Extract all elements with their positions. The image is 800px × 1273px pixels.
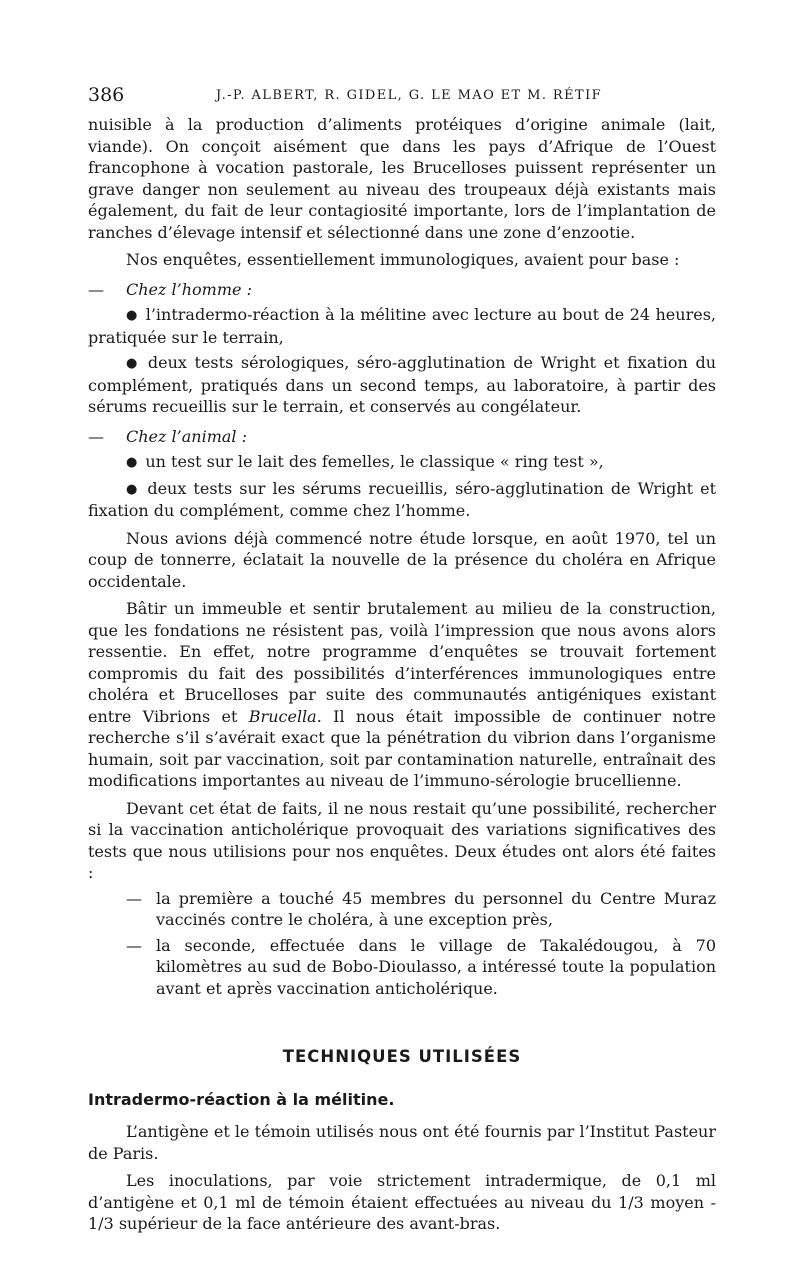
bullet-icon: ● xyxy=(126,356,140,371)
list-item-text: la seconde, effectuée dans le village de Takalédougou, à 70 kilomètres au sud de Bobo-Dioulasso, a intéressé toute la population avant et après vaccination anticholérique. xyxy=(156,935,716,998)
bullet-icon: ● xyxy=(126,308,138,323)
list-item-text: la première a touché 45 membres du personnel du Centre Muraz vaccinés contre le choléra, à une exception près, xyxy=(156,888,716,929)
paragraph-bases: Nos enquêtes, essentiellement immunologiques, avaient pour base : xyxy=(126,250,680,269)
running-head-authors: J.-P. ALBERT, R. GIDEL, G. LE MAO ET M. RÉTIF xyxy=(216,88,603,103)
list-item-text: un test sur le lait des femelles, le classique « ring test », xyxy=(145,452,604,471)
subsection-title: Intradermo-réaction à la mélitine. xyxy=(88,1090,395,1109)
paragraph-studies-intro: Devant cet état de faits, il ne nous restait qu’une possibilité, rechercher si la vaccination anticholérique provoquait des variations significatives des tests que nous utilisions pour nos enquêtes. Deux études ont alors été faites : xyxy=(88,798,716,882)
dash-marker: — xyxy=(126,888,142,908)
subheading-animal-label: Chez l’animal : xyxy=(126,426,247,446)
list-item xyxy=(88,888,716,931)
list-item xyxy=(88,304,716,348)
dash-marker: — xyxy=(88,279,104,299)
list-item xyxy=(88,478,716,522)
genus-brucella: Brucella. xyxy=(248,706,322,726)
paragraph-antigen: L’antigène et le témoin utilisés nous ont été fournis par l’Institut Pasteur de Paris. xyxy=(88,1122,716,1163)
paragraph-interference-start: Bâtir un immeuble et sentir brutalement au milieu de la construction, que les fondations ne résistent pas, voilà l’impression que nous avons alors ressentie. En effet, notre programme d’enquêtes se trouvait fortement compromis du fait des possibilités d’interférences immunologiques entre choléra et Brucelloses par suite des communautés antigéniques existant entre Vibrions et xyxy=(88,599,716,726)
dash-marker: — xyxy=(126,935,142,955)
bullet-icon: ● xyxy=(126,455,138,470)
list-item xyxy=(88,451,716,474)
paragraph-interference xyxy=(88,598,716,792)
dash-marker: — xyxy=(88,426,104,446)
list-item xyxy=(88,935,716,1000)
bullet-icon: ● xyxy=(126,481,140,497)
subheading-animal xyxy=(88,426,716,448)
list-item-text: deux tests sérologiques, séro-agglutination de Wright et fixation du complément, pratiqués dans un second temps, au laboratoire, à partir des sérums recueillis sur le terrain, et conservés au congélateur. xyxy=(88,353,717,416)
list-item-text: l’intradermo-réaction à la mélitine avec lecture au bout de 24 heures, pratiquée sur le terrain, xyxy=(88,305,716,347)
subheading-human-label: Chez l’homme : xyxy=(126,279,252,299)
paragraph-interference-end: Il nous était impossible de continuer notre recherche s’il s’avérait exact que la pénétration du vibrion dans l’organisme humain, soit par vaccination, soit par contamination naturelle, entraînait des modifications importantes au niveau de l’immuno-sérologie brucellienne. xyxy=(88,706,716,790)
page xyxy=(88,84,716,1235)
paragraph-inoculations: Les inoculations, par voie strictement intradermique, de 0,1 ml d’antigène et 0,1 ml de témoin étaient effectuées au niveau du 1/3 moyen - 1/3 supérieur de la face antérieure des avant-bras. xyxy=(88,1171,716,1233)
subheading-human xyxy=(88,279,716,301)
list-item xyxy=(88,352,716,418)
list-item-text: deux tests sur les sérums recueillis, séro-agglutination de Wright et fixation du complément, comme chez l’homme. xyxy=(88,478,717,520)
paragraph-cholera-news: Nous avions déjà commencé notre étude lorsque, en août 1970, tel un coup de tonnerre, éclatait la nouvelle de la présence du choléra en Afrique occidentale. xyxy=(88,528,716,591)
page-number: 386 xyxy=(88,84,125,106)
paragraph-intro: nuisible à la production d’aliments protéiques d’origine animale (lait, viande). On conçoit aisément que dans les pays d’Afrique de l’Ouest francophone à vocation pastorale, les Brucelloses puissent représenter un grave danger non seulement au niveau des troupeaux déjà existants mais également, du fait de leur contagiosité importante, lors de l’implantation de ranches d’élevage intensif et sélectionné dans une zone d’enzootie. xyxy=(88,115,716,242)
running-head xyxy=(88,84,716,114)
section-title: TECHNIQUES UTILISÉES xyxy=(282,1047,522,1066)
